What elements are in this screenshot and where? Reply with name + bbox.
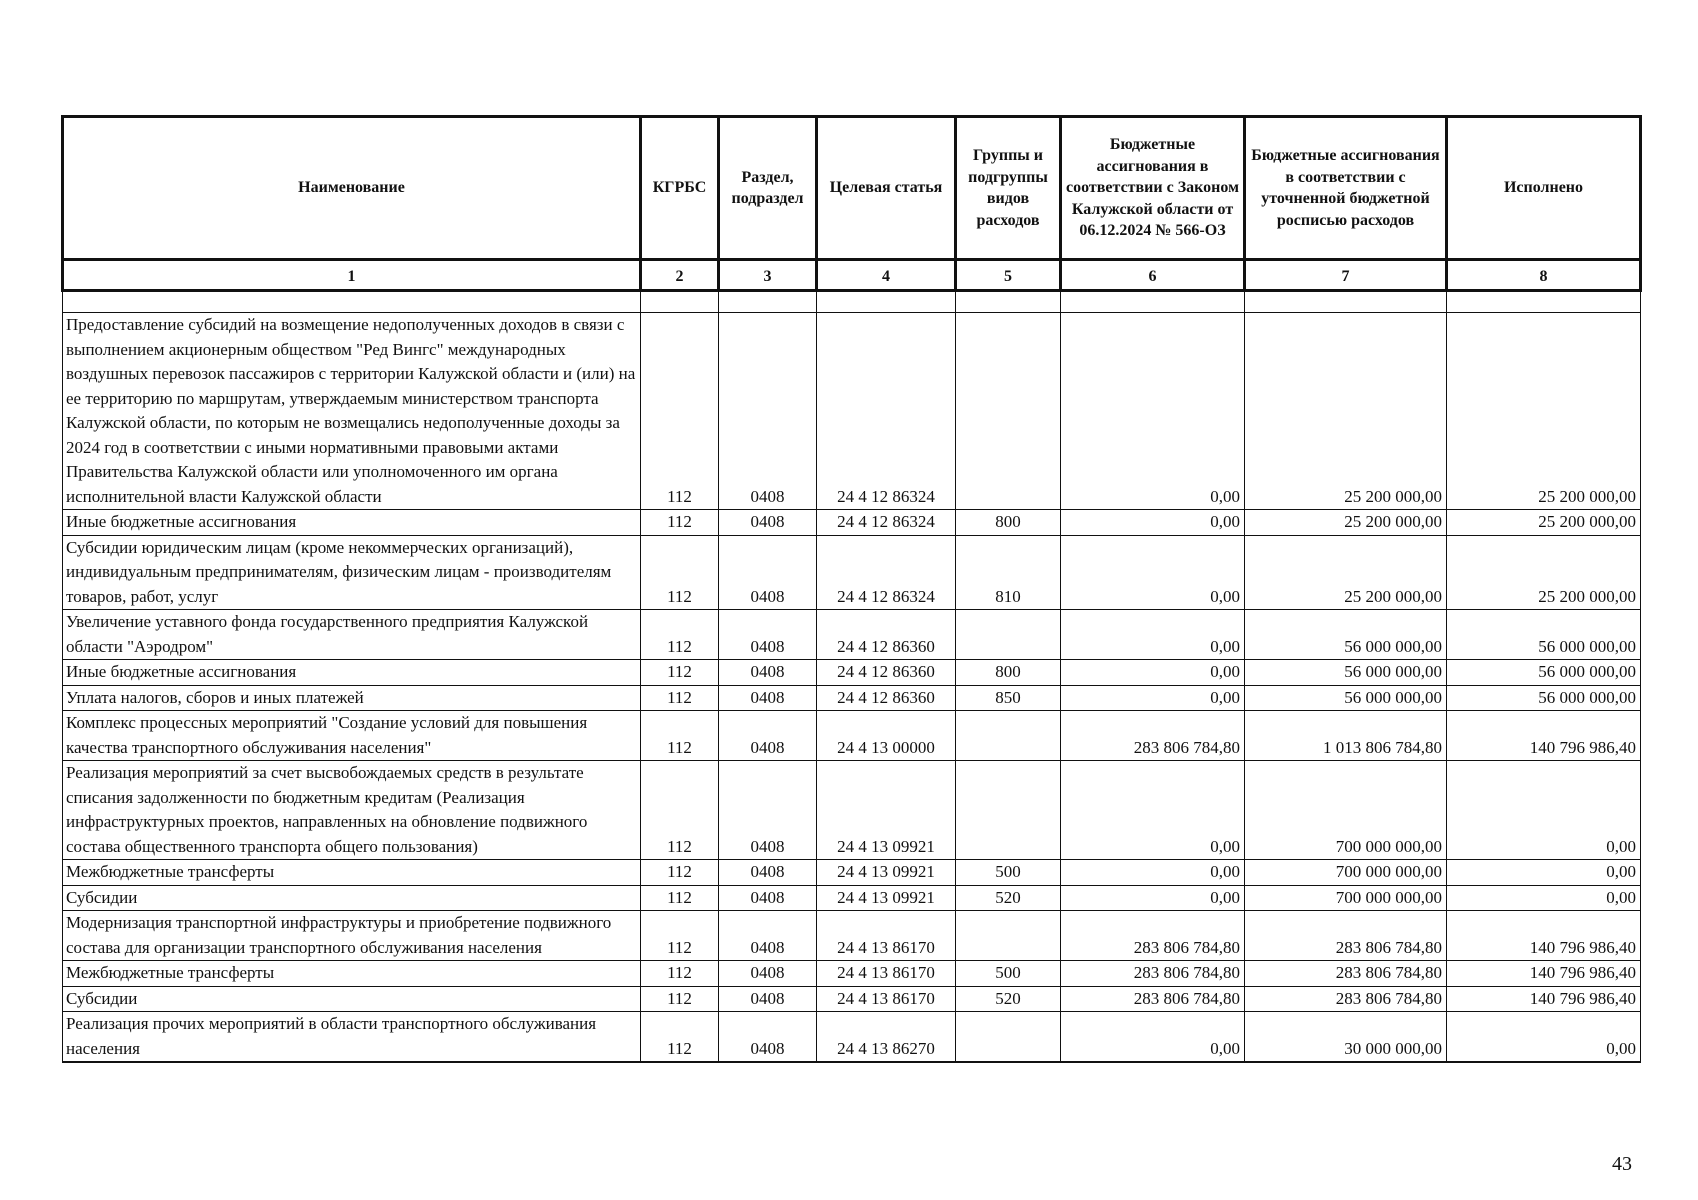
header-name: Наименование: [63, 117, 641, 260]
row-section-cell: 0408: [719, 660, 817, 686]
row-expense-group-cell: 810: [956, 535, 1061, 610]
row-kgrbs-cell: 112: [641, 685, 719, 711]
row-executed-cell: 25 200 000,00: [1447, 535, 1641, 610]
row-law-allocation-cell: 0,00: [1061, 761, 1245, 860]
row-name-cell: Комплекс процессных мероприятий "Создание условий для повышения качества транспортного обслуживания населения": [63, 711, 641, 761]
row-target-article-cell: 24 4 13 86170: [817, 911, 956, 961]
row-target-article-cell: 24 4 12 86324: [817, 313, 956, 510]
column-number: 1: [63, 260, 641, 291]
row-expense-group-cell: 500: [956, 961, 1061, 987]
row-executed-cell: 25 200 000,00: [1447, 313, 1641, 510]
row-executed-cell: 0,00: [1447, 761, 1641, 860]
row-target-article-cell: 24 4 13 00000: [817, 711, 956, 761]
row-expense-group-cell: [956, 761, 1061, 860]
column-number: 7: [1245, 260, 1447, 291]
row-refined-allocation-cell: 283 806 784,80: [1245, 911, 1447, 961]
row-name-cell: Предоставление субсидий на возмещение недополученных доходов в связи с выполнением акционерным обществом "Ред Вингс" международных воздушных перевозок пассажиров с территории Калужской области и (или) на ее территорию по маршрутам, утверждаемым министерством транспорта Калужской области, по которым не возмещались недополученные доходы за 2024 год в соответствии с иными нормативными правовыми актами Правительства Калужской области или уполномоченного им органа исполнительной власти Калужской области: [63, 313, 641, 510]
row-section-cell: 0408: [719, 1012, 817, 1063]
row-name-cell: Межбюджетные трансферты: [63, 961, 641, 987]
row-name-cell: Субсидии юридическим лицам (кроме некоммерческих организаций), индивидуальным предпринимателям, физическим лицам - производителям товаров, работ, услуг: [63, 535, 641, 610]
row-expense-group-cell: 520: [956, 986, 1061, 1012]
table-body: [63, 291, 1641, 1063]
row-executed-cell: 0,00: [1447, 1012, 1641, 1063]
row-refined-allocation-cell: 56 000 000,00: [1245, 610, 1447, 660]
row-refined-allocation-cell: 700 000 000,00: [1245, 885, 1447, 911]
table-row: [63, 610, 1641, 660]
row-law-allocation-cell: 0,00: [1061, 685, 1245, 711]
header-refined-allocations: Бюджетные ассигнования в соответствии с уточненной бюджетной росписью расходов: [1245, 117, 1447, 260]
row-name-cell: Реализация прочих мероприятий в области транспортного обслуживания населения: [63, 1012, 641, 1063]
row-target-article-cell: 24 4 12 86360: [817, 660, 956, 686]
row-kgrbs-cell: 112: [641, 961, 719, 987]
row-kgrbs-cell: 112: [641, 510, 719, 536]
table-row: [63, 860, 1641, 886]
row-executed-cell: 56 000 000,00: [1447, 660, 1641, 686]
row-kgrbs-cell: 112: [641, 610, 719, 660]
row-expense-group-cell: 800: [956, 660, 1061, 686]
row-expense-group-cell: 500: [956, 860, 1061, 886]
row-section-cell: 0408: [719, 313, 817, 510]
row-law-allocation-cell: 0,00: [1061, 660, 1245, 686]
row-target-article-cell: 24 4 12 86360: [817, 610, 956, 660]
column-number: 5: [956, 260, 1061, 291]
table-row: [63, 685, 1641, 711]
row-section-cell: 0408: [719, 711, 817, 761]
table-row: [63, 961, 1641, 987]
row-refined-allocation-cell: 56 000 000,00: [1245, 685, 1447, 711]
row-expense-group-cell: [956, 313, 1061, 510]
row-section-cell: 0408: [719, 911, 817, 961]
row-name-cell: Иные бюджетные ассигнования: [63, 660, 641, 686]
header-row: [63, 117, 1641, 260]
row-law-allocation-cell: 283 806 784,80: [1061, 711, 1245, 761]
row-refined-allocation-cell: 30 000 000,00: [1245, 1012, 1447, 1063]
row-executed-cell: 140 796 986,40: [1447, 911, 1641, 961]
row-refined-allocation-cell: 25 200 000,00: [1245, 535, 1447, 610]
row-expense-group-cell: [956, 1012, 1061, 1063]
row-executed-cell: 140 796 986,40: [1447, 711, 1641, 761]
row-refined-allocation-cell: 25 200 000,00: [1245, 313, 1447, 510]
row-law-allocation-cell: 283 806 784,80: [1061, 961, 1245, 987]
row-section-cell: 0408: [719, 610, 817, 660]
row-section-cell: 0408: [719, 510, 817, 536]
header-expense-group: Группы и подгруппы видов расходов: [956, 117, 1061, 260]
column-number: 2: [641, 260, 719, 291]
row-refined-allocation-cell: 56 000 000,00: [1245, 660, 1447, 686]
row-name-cell: Межбюджетные трансферты: [63, 860, 641, 886]
row-law-allocation-cell: 0,00: [1061, 535, 1245, 610]
row-law-allocation-cell: 0,00: [1061, 510, 1245, 536]
row-section-cell: 0408: [719, 685, 817, 711]
row-target-article-cell: 24 4 13 86170: [817, 961, 956, 987]
row-kgrbs-cell: 112: [641, 535, 719, 610]
row-expense-group-cell: [956, 911, 1061, 961]
table-row: [63, 711, 1641, 761]
row-kgrbs-cell: 112: [641, 660, 719, 686]
row-section-cell: 0408: [719, 961, 817, 987]
row-law-allocation-cell: 0,00: [1061, 1012, 1245, 1063]
row-expense-group-cell: 800: [956, 510, 1061, 536]
row-executed-cell: 140 796 986,40: [1447, 961, 1641, 987]
row-target-article-cell: 24 4 13 09921: [817, 761, 956, 860]
header-target-article: Целевая статья: [817, 117, 956, 260]
row-target-article-cell: 24 4 12 86324: [817, 510, 956, 536]
row-kgrbs-cell: 112: [641, 860, 719, 886]
row-kgrbs-cell: 112: [641, 1012, 719, 1063]
row-target-article-cell: 24 4 13 09921: [817, 885, 956, 911]
row-law-allocation-cell: 0,00: [1061, 860, 1245, 886]
table-row: [63, 510, 1641, 536]
row-section-cell: 0408: [719, 885, 817, 911]
row-target-article-cell: 24 4 13 86170: [817, 986, 956, 1012]
row-refined-allocation-cell: 283 806 784,80: [1245, 961, 1447, 987]
row-law-allocation-cell: 283 806 784,80: [1061, 911, 1245, 961]
row-refined-allocation-cell: 283 806 784,80: [1245, 986, 1447, 1012]
row-expense-group-cell: 520: [956, 885, 1061, 911]
column-number: 6: [1061, 260, 1245, 291]
table-row: [63, 911, 1641, 961]
row-executed-cell: 56 000 000,00: [1447, 685, 1641, 711]
table-row: [63, 660, 1641, 686]
row-law-allocation-cell: 0,00: [1061, 885, 1245, 911]
row-kgrbs-cell: 112: [641, 911, 719, 961]
row-kgrbs-cell: 112: [641, 313, 719, 510]
row-name-cell: Модернизация транспортной инфраструктуры и приобретение подвижного состава для организации транспортного обслуживания населения: [63, 911, 641, 961]
row-executed-cell: 0,00: [1447, 885, 1641, 911]
row-law-allocation-cell: 0,00: [1061, 610, 1245, 660]
row-kgrbs-cell: 112: [641, 761, 719, 860]
table-row: [63, 885, 1641, 911]
column-number: 8: [1447, 260, 1641, 291]
row-kgrbs-cell: 112: [641, 986, 719, 1012]
table-row: [63, 535, 1641, 610]
row-executed-cell: 25 200 000,00: [1447, 510, 1641, 536]
row-section-cell: 0408: [719, 761, 817, 860]
budget-table: [61, 115, 1642, 1063]
table-row: [63, 986, 1641, 1012]
row-target-article-cell: 24 4 13 09921: [817, 860, 956, 886]
row-executed-cell: 56 000 000,00: [1447, 610, 1641, 660]
page-number: 43: [1612, 1153, 1632, 1175]
row-expense-group-cell: 850: [956, 685, 1061, 711]
row-target-article-cell: 24 4 12 86360: [817, 685, 956, 711]
column-number: 4: [817, 260, 956, 291]
row-kgrbs-cell: 112: [641, 885, 719, 911]
row-target-article-cell: 24 4 12 86324: [817, 535, 956, 610]
row-expense-group-cell: [956, 711, 1061, 761]
row-name-cell: Иные бюджетные ассигнования: [63, 510, 641, 536]
spacer-row: [63, 291, 1641, 313]
table-row: [63, 761, 1641, 860]
header-kgrbs: КГРБС: [641, 117, 719, 260]
row-section-cell: 0408: [719, 860, 817, 886]
row-section-cell: 0408: [719, 986, 817, 1012]
row-kgrbs-cell: 112: [641, 711, 719, 761]
column-number-row: [63, 260, 1641, 291]
row-executed-cell: 0,00: [1447, 860, 1641, 886]
row-section-cell: 0408: [719, 535, 817, 610]
row-executed-cell: 140 796 986,40: [1447, 986, 1641, 1012]
row-name-cell: Увеличение уставного фонда государственного предприятия Калужской области "Аэродром": [63, 610, 641, 660]
row-refined-allocation-cell: 700 000 000,00: [1245, 761, 1447, 860]
row-expense-group-cell: [956, 610, 1061, 660]
row-refined-allocation-cell: 700 000 000,00: [1245, 860, 1447, 886]
row-name-cell: Субсидии: [63, 885, 641, 911]
table-row: [63, 1012, 1641, 1063]
table-row: [63, 313, 1641, 510]
header-executed: Исполнено: [1447, 117, 1641, 260]
row-law-allocation-cell: 0,00: [1061, 313, 1245, 510]
row-name-cell: Уплата налогов, сборов и иных платежей: [63, 685, 641, 711]
row-name-cell: Реализация мероприятий за счет высвобождаемых средств в результате списания задолженности по бюджетным кредитам (Реализация инфраструктурных проектов, направленных на обновление подвижного состава общественного транспорта общего пользования): [63, 761, 641, 860]
column-number: 3: [719, 260, 817, 291]
row-refined-allocation-cell: 1 013 806 784,80: [1245, 711, 1447, 761]
row-refined-allocation-cell: 25 200 000,00: [1245, 510, 1447, 536]
row-target-article-cell: 24 4 13 86270: [817, 1012, 956, 1063]
header-law-allocations: Бюджетные ассигнования в соответствии с Законом Калужской области от 06.12.2024 № 566-ОЗ: [1061, 117, 1245, 260]
row-name-cell: Субсидии: [63, 986, 641, 1012]
header-section: Раздел, подраздел: [719, 117, 817, 260]
row-law-allocation-cell: 283 806 784,80: [1061, 986, 1245, 1012]
